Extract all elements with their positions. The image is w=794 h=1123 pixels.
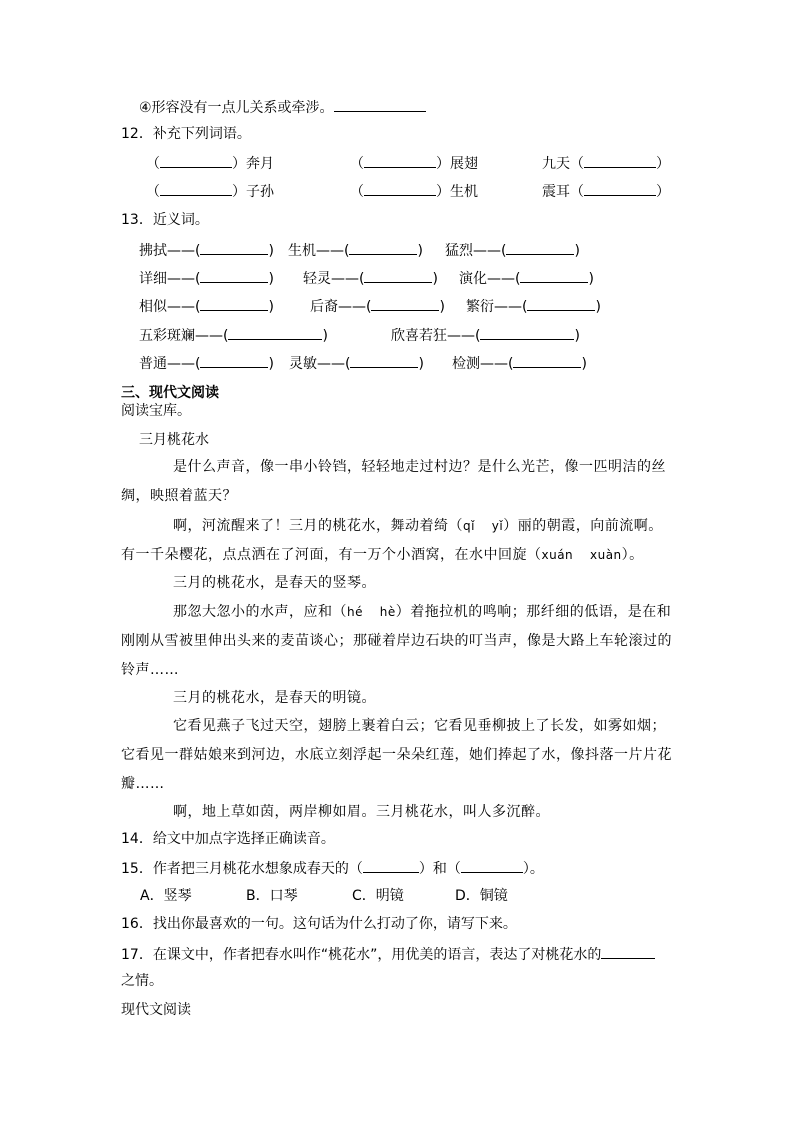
passage-paragraph-5 [121, 684, 677, 713]
q15-option-d[interactable]: D．铜镜 [455, 888, 508, 904]
q12-paren-close: ） [656, 184, 670, 200]
q13-word: 相似——( [139, 299, 201, 315]
q12-word-2: ）展翅 [436, 156, 478, 172]
q11-item-4-blank[interactable] [334, 96, 426, 112]
passage-paragraph-7 [121, 798, 677, 827]
q15-text: ）。 [522, 861, 544, 877]
paragraph-text: 三月的桃花水，是春天的明镜。 [173, 690, 376, 706]
q12-word-1: ）奔月 [232, 156, 274, 172]
section-3-intro: 阅读宝库。 [121, 403, 191, 419]
paragraph-text: 它看见燕子飞过天空，翅膀上裹着白云；它看见垂柳披上了长发，如雾如烟；它看见一群姑娘来到河边，水底立刻浮起一朵朵红莲，她们捧起了水，像抖落一片片花瓣…… [121, 718, 672, 792]
q13-word: 演化——( [459, 271, 521, 287]
q13-close: ) [581, 356, 587, 372]
q12-item-5 [350, 180, 478, 202]
q15-option-b[interactable]: B．口琴 [246, 888, 298, 904]
paragraph-text: 三月的桃花水，是春天的竖琴。 [173, 575, 376, 591]
q13-close: ) [268, 356, 274, 372]
q13-blank[interactable] [480, 324, 574, 340]
q17-blank[interactable] [601, 943, 655, 959]
q13-xinxi [391, 324, 580, 346]
q12-item-4 [146, 180, 274, 202]
q13-close: ) [322, 328, 328, 344]
q13-xiangxi [139, 267, 274, 289]
q13-word: 猛烈——( [445, 243, 507, 259]
passage-paragraph-4 [121, 598, 677, 685]
q15 [121, 857, 544, 879]
q13-blank[interactable] [350, 352, 418, 368]
passage-paragraph-2 [121, 512, 677, 570]
q11-item-4-text: ④形容没有一点儿关系或牵涉。 [139, 100, 334, 116]
q13-blank[interactable] [349, 239, 417, 255]
q13-jiance [452, 352, 587, 374]
q12-item-1 [146, 152, 274, 174]
footer-section-label: 现代文阅读 [121, 1002, 191, 1018]
q12-paren-open: （ [146, 184, 160, 200]
q15-blank-1[interactable] [363, 857, 419, 873]
q13-shengji [288, 239, 423, 261]
q13-word: 欣喜若狂——( [391, 328, 481, 344]
q11-item-4 [139, 96, 426, 118]
paragraph-text: ）着拖拉机的鸣响；那纤细的低语，是在和刚刚从雪被里伸出头来的麦苗谈心；那碰着岸边石块的叮当声，像是大路上车轮滚过的铃声…… [121, 604, 672, 678]
q13-blank[interactable] [364, 267, 432, 283]
paragraph-text: ）。 [621, 547, 644, 563]
section-3-heading: 三、现代文阅读 [121, 385, 219, 401]
q17 [121, 943, 655, 965]
q12-item-6 [542, 180, 670, 202]
q15-blank-2[interactable] [461, 857, 523, 873]
q12-paren-close: ） [656, 156, 670, 172]
q13-blank[interactable] [527, 295, 595, 311]
q13-blank[interactable] [513, 352, 581, 368]
q13-close: ) [574, 243, 580, 259]
passage-paragraph-1 [121, 453, 677, 511]
q13-putong [139, 352, 274, 374]
q12-blank-1[interactable] [160, 152, 232, 168]
q13-blank[interactable] [200, 352, 268, 368]
q13-menglie [445, 239, 580, 261]
q15-option-a[interactable]: A．竖琴 [140, 888, 192, 904]
q12-blank-3[interactable] [584, 152, 656, 168]
q15-text: ）和（ [418, 861, 461, 877]
q13-close: ) [439, 299, 445, 315]
q13-close: ) [595, 299, 601, 315]
paragraph-text: 啊，地上草如茵，两岸柳如眉。三月桃花水，叫人多沉醉。 [173, 804, 550, 820]
q13-fushi [139, 239, 274, 261]
q14: 14．给文中加点字选择正确读音。 [121, 831, 335, 847]
paragraph-text: 是什么声音，像一串小铃铛，轻轻地走过村边？是什么光芒，像一匹明洁的丝绸，映照着蓝天？ [121, 459, 666, 504]
q12-item-2 [350, 152, 478, 174]
pinyin-choice: qǐ yǐ [463, 519, 504, 533]
q15-text: 15．作者把三月桃花水想象成春天的（ [121, 861, 363, 877]
q13-blank[interactable] [200, 239, 268, 255]
q12-blank-2[interactable] [364, 152, 436, 168]
q13-blank[interactable] [200, 295, 268, 311]
q13-blank[interactable] [371, 295, 439, 311]
q13-fanyan [466, 295, 601, 317]
q13-blank[interactable] [228, 324, 322, 340]
q13-word: 繁衍——( [466, 299, 528, 315]
q13-word: 五彩斑斓——( [139, 328, 229, 344]
q13-word: 普通——( [139, 356, 201, 372]
q12-title: 12．补充下列词语。 [121, 126, 251, 142]
paragraph-text: 那忽大忽小的水声，应和（ [173, 604, 347, 620]
q13-word: 检测——( [452, 356, 514, 372]
pinyin-choice: xuán xuàn [541, 548, 622, 562]
q12-paren-open: （ [350, 156, 364, 172]
q12-blank-6[interactable] [584, 180, 656, 196]
q13-title: 13．近义词。 [121, 212, 209, 228]
q16: 16．找出你最喜欢的一句。这句话为什么打动了你，请写下来。 [121, 916, 517, 932]
passage-title: 三月桃花水 [139, 432, 209, 448]
q12-item-3 [542, 152, 670, 174]
q12-paren-open: （ [146, 156, 160, 172]
q13-qingling [303, 267, 438, 289]
q13-yanhua [459, 267, 594, 289]
q13-lingmin [289, 352, 424, 374]
q13-blank[interactable] [520, 267, 588, 283]
q12-word-5: ）生机 [436, 184, 478, 200]
q13-close: ) [588, 271, 594, 287]
q13-word: 轻灵——( [303, 271, 365, 287]
q13-close: ) [432, 271, 438, 287]
q13-close: ) [417, 243, 423, 259]
q13-close: ) [418, 356, 424, 372]
q15-option-c[interactable]: C．明镜 [352, 888, 404, 904]
q12-blank-5[interactable] [364, 180, 436, 196]
q17-end: 之情。 [121, 973, 163, 989]
pinyin-choice: hé hè [347, 605, 396, 619]
q13-close: ) [268, 243, 274, 259]
q13-word: 后裔——( [310, 299, 372, 315]
q12-blank-4[interactable] [160, 180, 232, 196]
q13-word: 拂拭——( [139, 243, 201, 259]
q13-houyi [310, 295, 445, 317]
q13-blank[interactable] [200, 267, 268, 283]
q13-close: ) [268, 299, 274, 315]
q13-close: ) [268, 271, 274, 287]
q13-blank[interactable] [506, 239, 574, 255]
q17-text: 17．在课文中，作者把春水叫作“桃花水”，用优美的语言，表达了对桃花水的 [121, 947, 602, 963]
q13-word: 详细——( [139, 271, 201, 287]
paragraph-text: ）丽的朝霞，向前流啊。有一千朵樱花，点点洒在了河面，有一万个小酒窝，在水中回旋（ [121, 518, 663, 563]
passage-paragraph-6 [121, 712, 677, 799]
passage-paragraph-3 [121, 569, 677, 598]
q12-word-4: ）子孙 [232, 184, 274, 200]
q13-word: 生机——( [288, 243, 350, 259]
q13-wucai [139, 324, 328, 346]
q12-paren-open: （ [350, 184, 364, 200]
q12-word-3: 九天（ [542, 156, 584, 172]
q13-xiangsi [139, 295, 274, 317]
q13-close: ) [574, 328, 580, 344]
q13-word: 灵敏——( [289, 356, 351, 372]
paragraph-text: 啊，河流醒来了！三月的桃花水，舞动着绮（ [173, 518, 463, 534]
q12-word-6: 震耳（ [542, 184, 584, 200]
